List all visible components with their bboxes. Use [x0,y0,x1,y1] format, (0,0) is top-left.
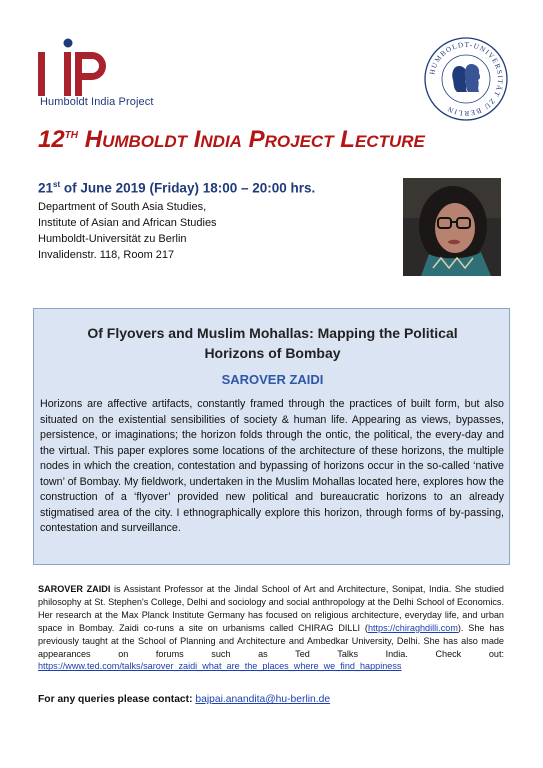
talk-title: Of Flyovers and Muslim Mohallas: Mapping the Political Horizons of Bombay [87,325,458,361]
bio-name: SAROVER ZAIDI [38,584,111,594]
venue-line-1: Department of South Asia Studies, [38,201,207,213]
speaker-bio: SAROVER ZAIDI is Assistant Professor at the Jindal School of Art and Architecture, Sonipat, India. She studied philosophy at St. Stephen's College, Delhi and sociology and social anthropology at the Delhi School of Economics. Her research at the Max Planck Institute Germany has focused on religious architecture, everyday life, and urban space in Bombay. Zaidi co-runs a site on urbanisms called CHIRAG DILLI (https://chiraghdilli.com). She has previously taught at the School of Planning and Architecture and Ambedkar University, Delhi. She has also made appearances on forums such as Ted Talks India. Check out: https://www.ted.com/talks/sarover_zaidi_what_are_the_places_where_we_find_happiness [38,584,504,672]
title-number-suffix: TH [64,130,79,141]
venue-line-4: Invalidenstr. 118, Room 217 [38,249,175,261]
title-word-3: PROJECT [248,126,334,153]
university-seal-logo [423,36,509,122]
event-date: 21st of June 2019 (Friday) 18:00 – 20:00 hrs. [38,180,316,196]
title-number: 12 [38,126,65,153]
venue-line-3: Humboldt-Universität zu Berlin [38,233,187,245]
abstract-text: Horizons are affective artifacts, constantly framed through the practices of built form, but also situated on the existential sensibilities of society & human life. Appearing as views, bypasses, persistence, or imaginations; the horizon folds through the ontic, the political, the every-day and the virtual. This paper explores some locations of the architecture of these horizons, the multiple nodes in which the creation, contestation and bypassing of horizons occur in the so-called ‘native town’ of Bombay. My fieldwork, undertaken in the Muslim Mohallas located here, explores how the construction of a ‘flyover’ provided new political and bureaucratic horizons to an already stigmatised area of the city. I ethnographically explore this horizon, through forms of by-passing, contestation and surveillance. [40,398,504,534]
chiraghdilli-link[interactable]: https://chiraghdilli.com [367,622,458,633]
seal-text: HUMBOLDT-UNIVERSITÄT ZU BERLIN [428,40,505,118]
contact-email-link[interactable]: bajpai.anandita@hu-berlin.de [195,694,331,705]
contact-line [38,694,330,705]
contact-label: For any queries please contact: [38,694,196,705]
venue-line-2: Institute of Asian and African Studies [38,217,217,229]
ted-talk-link[interactable]: https://www.ted.com/talks/sarover_zaidi_what_are_the_places_where_we_find_happiness [38,661,402,672]
title-word-1: HUMBOLDT [84,126,188,153]
title-word-4: LECTURE [340,126,425,153]
speaker-photo [403,178,501,276]
speaker-name: SAROVER ZAIDI [221,372,324,387]
title-word-2: INDIA [193,126,242,153]
lecture-title [38,126,425,154]
logo-caption: Humboldt India Project [40,96,154,108]
abstract-box [33,308,510,565]
